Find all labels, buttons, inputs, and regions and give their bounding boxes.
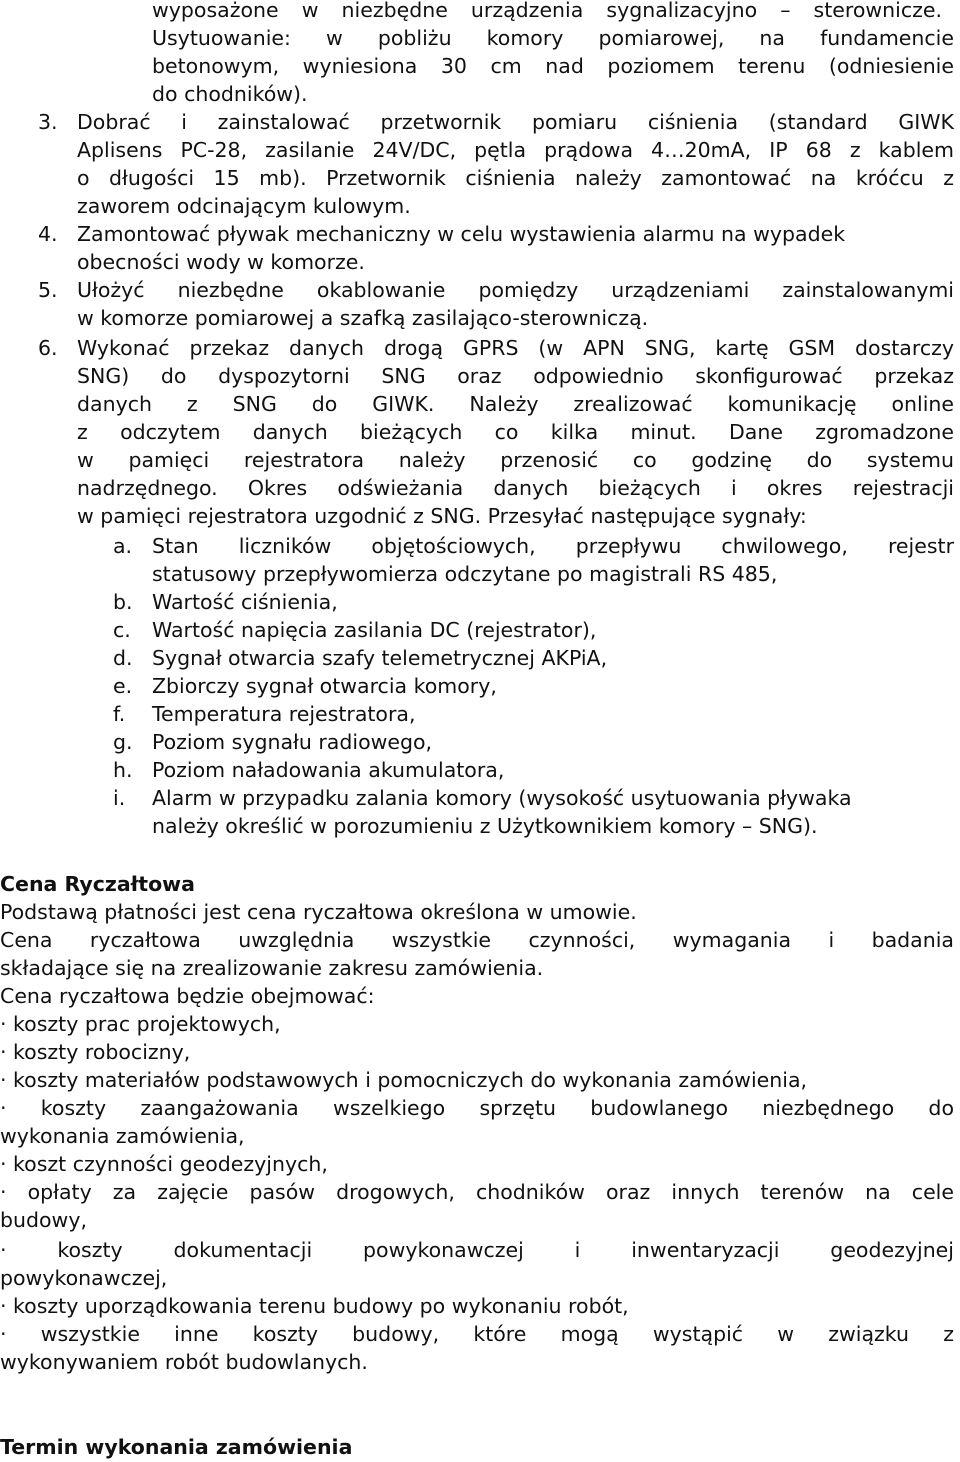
signal-letter: d. [113,646,133,670]
item-line: o długości 15 mb). Przetwornik ciśnienia należy zamontować na króćcu z [77,166,954,190]
item-line: Dobrać i zainstalować przetwornik pomiaru ciśnienia (standard GIWK [77,110,954,134]
intro-line: Usytuowanie: w pobliżu komory pomiarowej, na fundamencie [152,26,954,50]
item-line: w pamięci rejestratora należy przenosić co godzinę do systemu [77,448,954,472]
cost-item: · koszty materiałów podstawowych i pomocniczych do wykonania zamówienia, [0,1068,808,1092]
section-heading: Termin wykonania zamówienia [0,1435,353,1459]
signal-letter: c. [113,618,131,642]
intro-line: do chodników). [152,82,308,106]
signal-letter: f. [113,702,126,726]
cost-item: budowy, [0,1208,87,1232]
item-line: obecności wody w komorze. [77,250,365,274]
cost-item: · koszty dokumentacji powykonawczej i inwentaryzacji geodezyjnej [0,1238,954,1262]
cost-item: wykonania zamówienia, [0,1124,245,1148]
signal-text: statusowy przepływomierza odczytane po magistrali RS 485, [152,562,778,586]
paragraph-line: Cena ryczałtowa będzie obejmować: [0,984,375,1008]
signal-text: Poziom naładowania akumulatora, [152,758,505,782]
item-line: SNG) do dyspozytorni SNG oraz odpowiednio skonfigurować przekaz [77,364,954,388]
item-line: w pamięci rejestratora uzgodnić z SNG. Przesyłać następujące sygnały: [77,504,807,528]
signal-letter: e. [113,674,133,698]
signal-text: należy określić w porozumieniu z Użytkownikiem komory – SNG). [152,814,818,838]
item-line: Wykonać przekaz danych drogą GPRS (w APN SNG, kartę GSM dostarczy [77,336,954,360]
cost-item: powykonawczej, [0,1266,168,1290]
item-line: zaworem odcinającym kulowym. [77,194,411,218]
signal-text: Wartość ciśnienia, [152,590,338,614]
signal-letter: i. [113,786,126,810]
item-line: nadrzędnego. Okres odświeżania danych bieżących i okres rejestracji [77,476,954,500]
cost-item: · koszty uporządkowania terenu budowy po wykonaniu robót, [0,1294,629,1318]
cost-item: wykonywaniem robót budowlanych. [0,1350,368,1374]
paragraph-line: składające się na zrealizowanie zakresu zamówienia. [0,956,544,980]
paragraph-line: Cena ryczałtowa uwzględnia wszystkie czynności, wymagania i badania [0,928,954,952]
signal-text: Wartość napięcia zasilania DC (rejestrator), [152,618,597,642]
item-line: danych z SNG do GIWK. Należy zrealizować komunikację online [77,392,954,416]
signal-text: Sygnał otwarcia szafy telemetrycznej AKPiA, [152,646,608,670]
item-number: 3. [38,110,58,134]
item-line: z odczytem danych bieżących co kilka minut. Dane zgromadzone [77,420,954,444]
signal-letter: h. [113,758,133,782]
item-number: 6. [38,336,58,360]
cost-item: · koszty zaangażowania wszelkiego sprzętu budowlanego niezbędnego do [0,1096,954,1120]
paragraph-line: Podstawą płatności jest cena ryczałtowa określona w umowie. [0,900,637,924]
intro-line: betonowym, wyniesiona 30 cm nad poziomem terenu (odniesienie [152,54,954,78]
signal-letter: a. [113,534,133,558]
signal-text: Zbiorczy sygnał otwarcia komory, [152,674,497,698]
cost-item: · wszystkie inne koszty budowy, które mogą wystąpić w związku z [0,1322,954,1346]
signal-text: Temperatura rejestratora, [152,702,416,726]
signal-letter: b. [113,590,133,614]
item-line: Ułożyć niezbędne okablowanie pomiędzy urządzeniami zainstalowanymi [77,278,954,302]
cost-item: · koszty prac projektowych, [0,1012,281,1036]
item-line: w komorze pomiarowej a szafką zasilająco-sterowniczą. [77,306,649,330]
cost-item: · koszty robocizny, [0,1040,191,1064]
signal-text: Alarm w przypadku zalania komory (wysokość usytuowania pływaka [152,786,852,810]
signal-text: Poziom sygnału radiowego, [152,730,433,754]
item-line: Aplisens PC-28, zasilanie 24V/DC, pętla prądowa 4…20mA, IP 68 z kablem [77,138,954,162]
item-number: 4. [38,222,58,246]
section-heading: Cena Ryczałtowa [0,872,195,896]
item-number: 5. [38,278,58,302]
cost-item: · opłaty za zajęcie pasów drogowych, chodników oraz innych terenów na cele [0,1180,954,1204]
signal-text: Stan liczników objętościowych, przepływu chwilowego, rejestr [152,534,954,558]
signal-letter: g. [113,730,133,754]
intro-line: wyposażone w niezbędne urządzenia sygnalizacyjno – sterownicze. [152,0,942,22]
cost-item: · koszt czynności geodezyjnych, [0,1152,328,1176]
item-line: Zamontować pływak mechaniczny w celu wystawienia alarmu na wypadek [77,222,846,246]
